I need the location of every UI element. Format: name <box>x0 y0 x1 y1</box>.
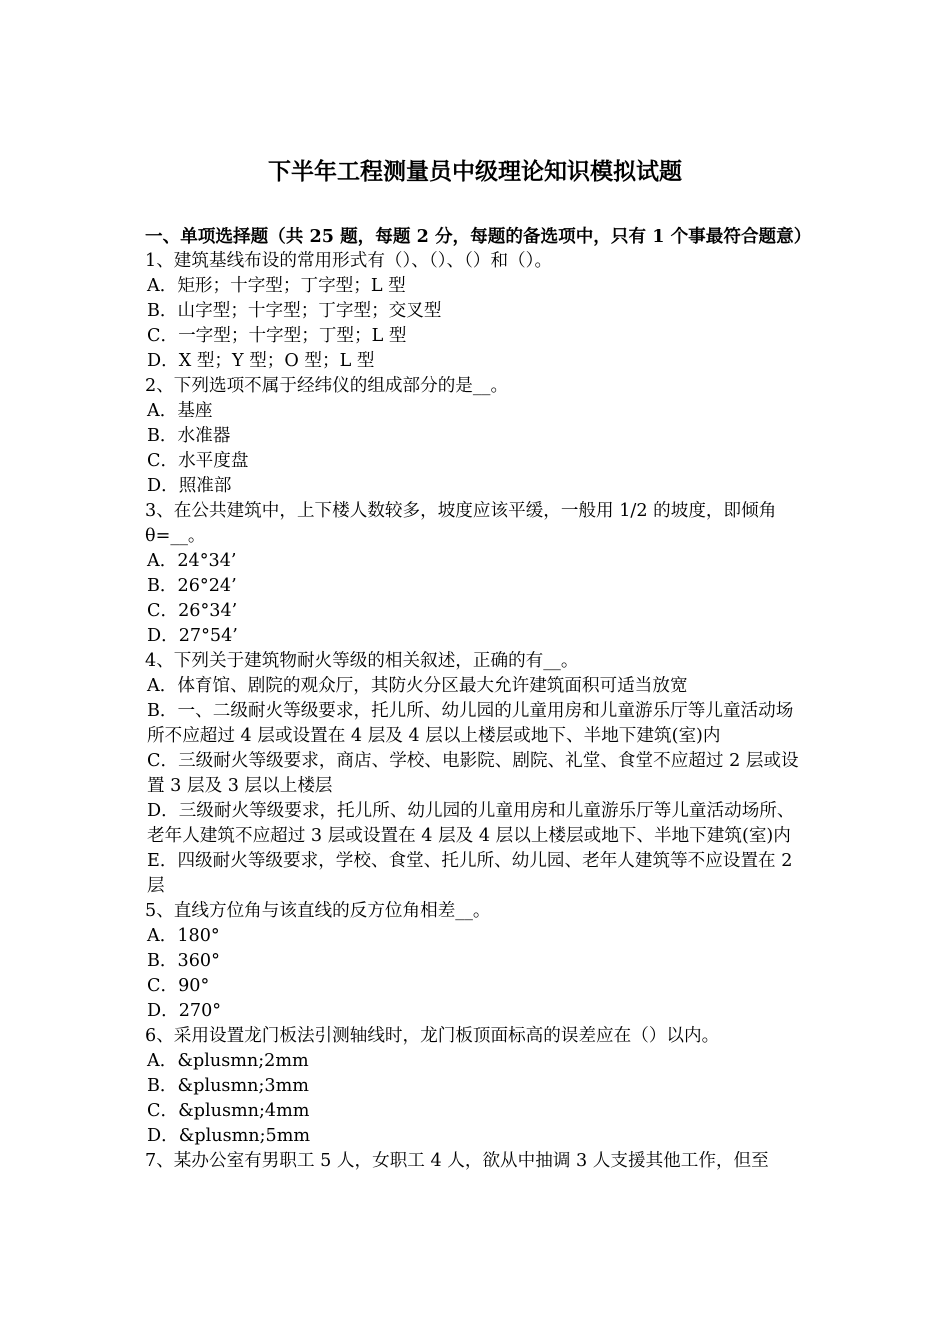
option-label: D． <box>147 626 179 646</box>
question-5 <box>145 899 809 1024</box>
option-text: 26°24’ <box>177 576 237 596</box>
option-label: B． <box>147 426 178 446</box>
option-b <box>145 699 809 749</box>
document-title: 下半年工程测量员中级理论知识模拟试题 <box>268 158 682 185</box>
option-label: E． <box>147 851 178 871</box>
option-b <box>145 424 809 449</box>
option-a <box>145 549 809 574</box>
question-2 <box>145 374 809 499</box>
option-text: 体育馆、剧院的观众厅，其防火分区最大允许建筑面积可适当放宽 <box>177 676 688 696</box>
question-7 <box>145 1149 809 1174</box>
option-c <box>145 599 809 624</box>
option-label: D． <box>147 801 179 821</box>
option-b <box>145 574 809 599</box>
option-label: A． <box>147 401 178 421</box>
option-b <box>145 1074 809 1099</box>
option-c <box>145 1099 809 1124</box>
question-3 <box>145 499 809 649</box>
option-c <box>145 449 809 474</box>
option-label: B． <box>147 1076 178 1096</box>
option-label: C． <box>147 1101 179 1121</box>
option-text: &plusmn;4mm <box>178 1101 310 1121</box>
option-text: 三级耐火等级要求，商店、学校、电影院、剧院、礼堂、食堂不应超过 2 层或设置 3 层及 3 层以上楼层 <box>147 751 799 796</box>
option-text: 四级耐火等级要求，学校、食堂、托儿所、幼儿园、老年人建筑等不应设置在 2 层 <box>147 851 793 896</box>
option-label: D． <box>147 1126 179 1146</box>
option-label: D． <box>147 1001 179 1021</box>
option-b <box>145 299 809 324</box>
option-label: C． <box>147 326 179 346</box>
option-label: B． <box>147 951 178 971</box>
option-text: 90° <box>178 976 210 996</box>
option-text: X 型；Y 型；O 型；L 型 <box>178 351 375 371</box>
option-d <box>145 474 809 499</box>
option-label: D． <box>147 476 179 496</box>
option-label: C． <box>147 751 179 771</box>
option-label: A． <box>147 926 178 946</box>
option-d <box>145 799 809 849</box>
option-d <box>145 349 809 374</box>
option-text: 270° <box>178 1001 222 1021</box>
option-a <box>145 674 809 699</box>
option-text: 矩形；十字型；丁字型；L 型 <box>177 276 406 296</box>
option-text: 三级耐火等级要求，托儿所、幼儿园的儿童用房和儿童游乐厅等儿童活动场所、老年人建筑不应超过 3 层或设置在 4 层及 4 层以上楼层或地下、半地下建筑(室)内 <box>147 801 795 846</box>
question-text: 5、直线方位角与该直线的反方位角相差__。 <box>145 901 491 921</box>
option-text: 一字型；十字型；丁型；L 型 <box>178 326 407 346</box>
question-text: 1、建筑基线布设的常用形式有（）、（）、（）和（）。 <box>145 251 553 271</box>
option-c <box>145 324 809 349</box>
option-a <box>145 924 809 949</box>
option-d <box>145 624 809 649</box>
option-text: 180° <box>177 926 220 946</box>
option-text: 24°34’ <box>177 551 237 571</box>
question-1 <box>145 249 809 374</box>
option-label: A． <box>147 551 178 571</box>
question-text: 7、某办公室有男职工 5 人，女职工 4 人，欲从中抽调 3 人支援其他工作，但至 <box>145 1151 769 1171</box>
question-6 <box>145 1024 809 1149</box>
option-a <box>145 399 809 424</box>
question-text: 2、下列选项不属于经纬仪的组成部分的是__。 <box>145 376 509 396</box>
option-a <box>145 274 809 299</box>
option-d <box>145 1124 809 1149</box>
question-text: 4、下列关于建筑物耐火等级的相关叙述，正确的有__。 <box>145 651 579 671</box>
option-label: B． <box>147 576 178 596</box>
option-label: C． <box>147 601 179 621</box>
option-text: &plusmn;3mm <box>177 1076 309 1096</box>
option-text: 一、二级耐火等级要求，托儿所、幼儿园的儿童用房和儿童游乐厅等儿童活动场所不应超过 4 层或设置在 4 层及 4 层以上楼层或地下、半地下建筑(室)内 <box>147 701 794 746</box>
option-text: 照准部 <box>178 476 232 496</box>
option-c <box>145 974 809 999</box>
option-text: 基座 <box>177 401 213 421</box>
option-label: B． <box>147 701 178 721</box>
option-b <box>145 949 809 974</box>
option-text: 27°54’ <box>178 626 238 646</box>
option-a <box>145 1049 809 1074</box>
option-text: &plusmn;2mm <box>177 1051 309 1071</box>
option-text: 水准器 <box>177 426 231 446</box>
option-text: 山字型；十字型；丁字型；交叉型 <box>177 301 442 321</box>
option-label: D． <box>147 351 179 371</box>
option-d <box>145 999 809 1024</box>
section-heading: 一、单项选择题（共 25 题，每题 2 分，每题的备选项中，只有 1 个事最符合题意） <box>145 226 812 247</box>
option-label: A． <box>147 676 178 696</box>
question-text: 3、在公共建筑中，上下楼人数较多，坡度应该平缓，一般用 1/2 的坡度，即倾角 θ=__。 <box>145 501 777 546</box>
option-text: &plusmn;5mm <box>178 1126 311 1146</box>
option-label: A． <box>147 1051 178 1071</box>
option-text: 360° <box>177 951 220 971</box>
question-text: 6、采用设置龙门板法引测轴线时，龙门板顶面标高的误差应在（）以内。 <box>145 1026 720 1046</box>
option-label: B． <box>147 301 178 321</box>
option-label: C． <box>147 976 179 996</box>
document-body <box>145 224 812 1174</box>
option-c <box>145 749 809 799</box>
option-e <box>145 849 809 899</box>
question-4 <box>145 649 809 899</box>
option-text: 水平度盘 <box>178 451 249 471</box>
option-label: A． <box>147 276 178 296</box>
option-text: 26°34’ <box>178 601 238 621</box>
option-label: C． <box>147 451 179 471</box>
